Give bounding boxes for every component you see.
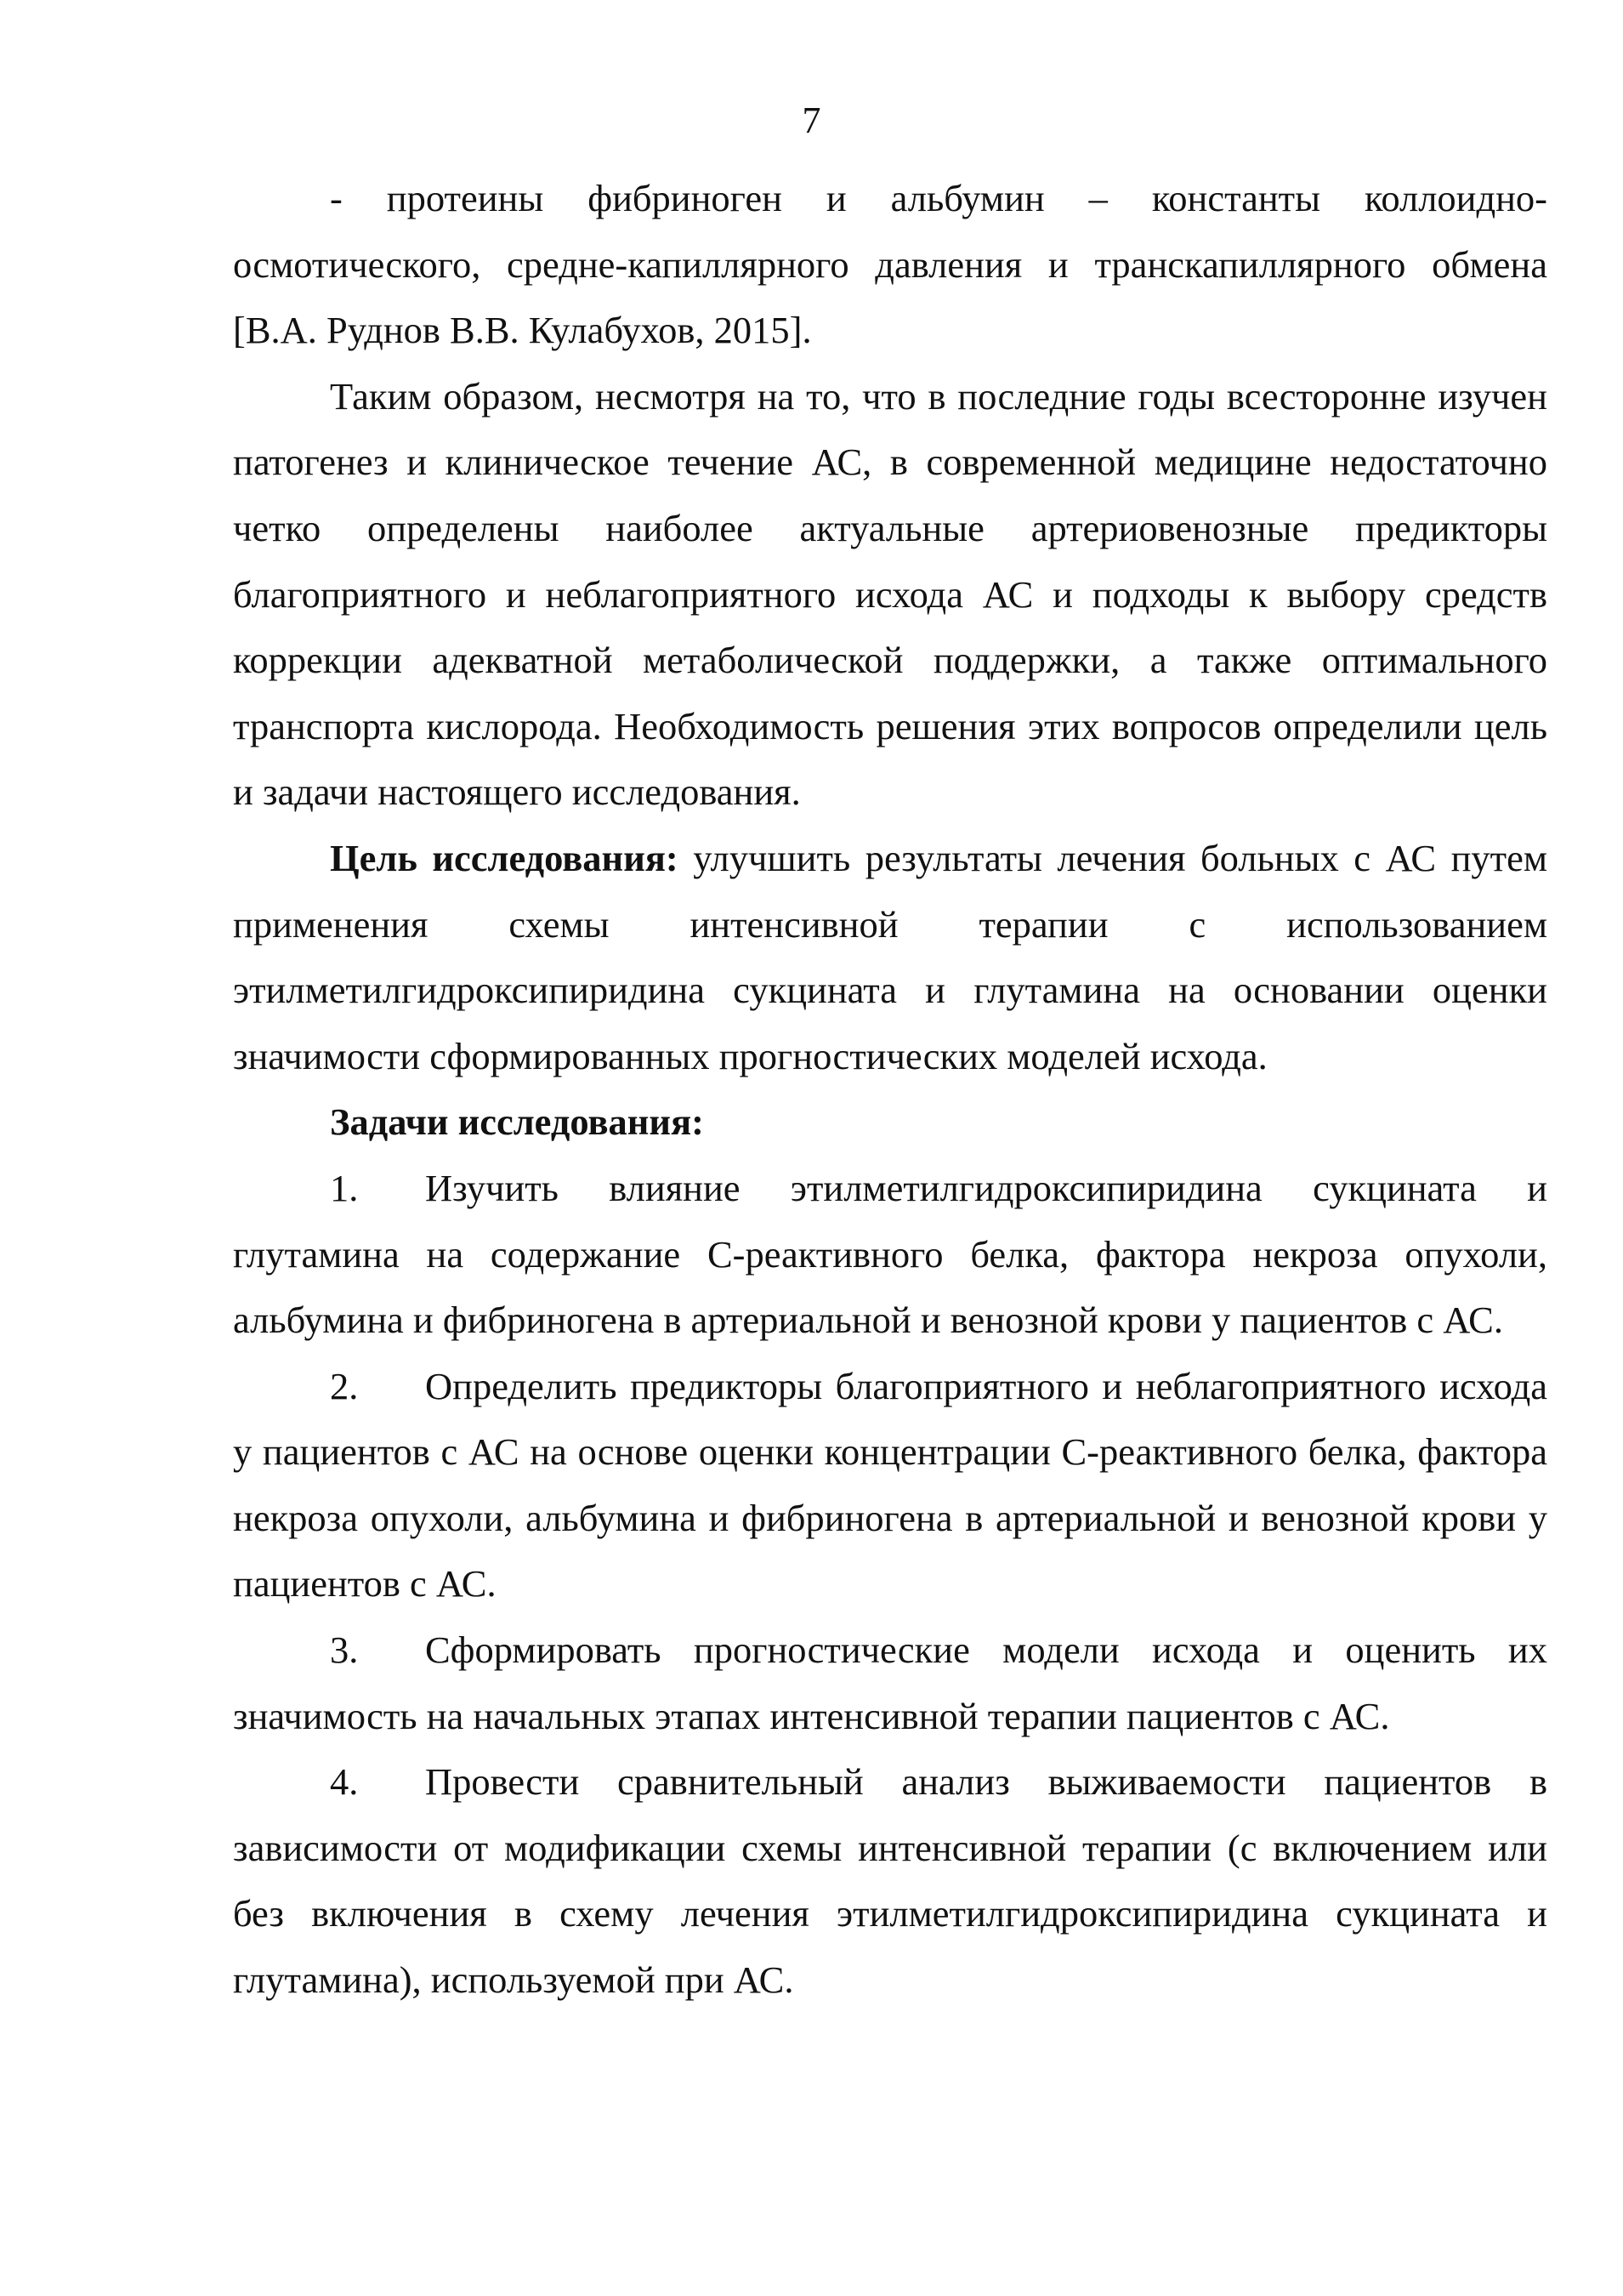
paragraph-proteins: - протеины фибриноген и альбумин – константы коллоидно-осмотического, средне-капиллярного давления и транскапиллярного обмена [В.А. Руднов В.В. Кулабухов, 2015]. [233, 177, 1547, 352]
paragraph-goal [233, 826, 1547, 1089]
task-text: Провести сравнительный анализ выживаемости пациентов в зависимости от модификации схемы интенсивной терапии (с включением или без включения в схему лечения этилметилгидроксипиридина сукцината и глутамина), используемой при АС. [233, 1760, 1547, 2002]
task-item-3 [233, 1617, 1547, 1749]
task-text: Сформировать прогностические модели исхода и оценить их значимость на начальных этапах интенсивной терапии пациентов с АС. [233, 1628, 1547, 1737]
goal-text: улучшить результаты лечения больных с АС путем применения схемы интенсивной терапии с использованием этилметилгидроксипиридина сукцината и глутамина на основании оценки значимости сформированных прогностических моделей исхода. [233, 836, 1547, 1077]
task-text: Изучить влияние этилметилгидроксипиридина сукцината и глутамина на содержание С-реактивного белка, фактора некроза опухоли, альбумина и фибриногена в артериальной и венозной крови у пациентов с АС. [233, 1166, 1547, 1342]
tasks-heading: Задачи исследования: [330, 1100, 704, 1144]
task-number: 1. [330, 1166, 359, 1209]
paragraph-summary: Таким образом, несмотря на то, что в последние годы всесторонне изучен патогенез и клиническое течение АС, в современной медицине недостаточно четко определены наиболее актуальные артериовенозные предикторы благоприятного и неблагоприятного исхода АС и подходы к выбору средств коррекции адекватной метаболической поддержки, а также оптимального транспорта кислорода. Необходимость решения этих вопросов определили цель и задачи настоящего исследования. [233, 374, 1547, 814]
task-number: 3. [330, 1628, 359, 1672]
goal-label: Цель исследования: [330, 836, 678, 879]
task-item-4 [233, 1749, 1547, 2013]
body-text [233, 166, 1547, 2014]
task-number: 4. [330, 1760, 359, 1804]
task-text: Определить предикторы благоприятного и неблагоприятного исхода у пациентов с АС на основе оценки концентрации С-реактивного белка, фактора некроза опухоли, альбумина и фибриногена в артериальной и венозной крови у пациентов с АС. [233, 1364, 1547, 1605]
task-number: 2. [330, 1364, 359, 1407]
page-number: 7 [802, 99, 821, 141]
task-item-2 [233, 1354, 1547, 1617]
task-item-1 [233, 1156, 1547, 1354]
